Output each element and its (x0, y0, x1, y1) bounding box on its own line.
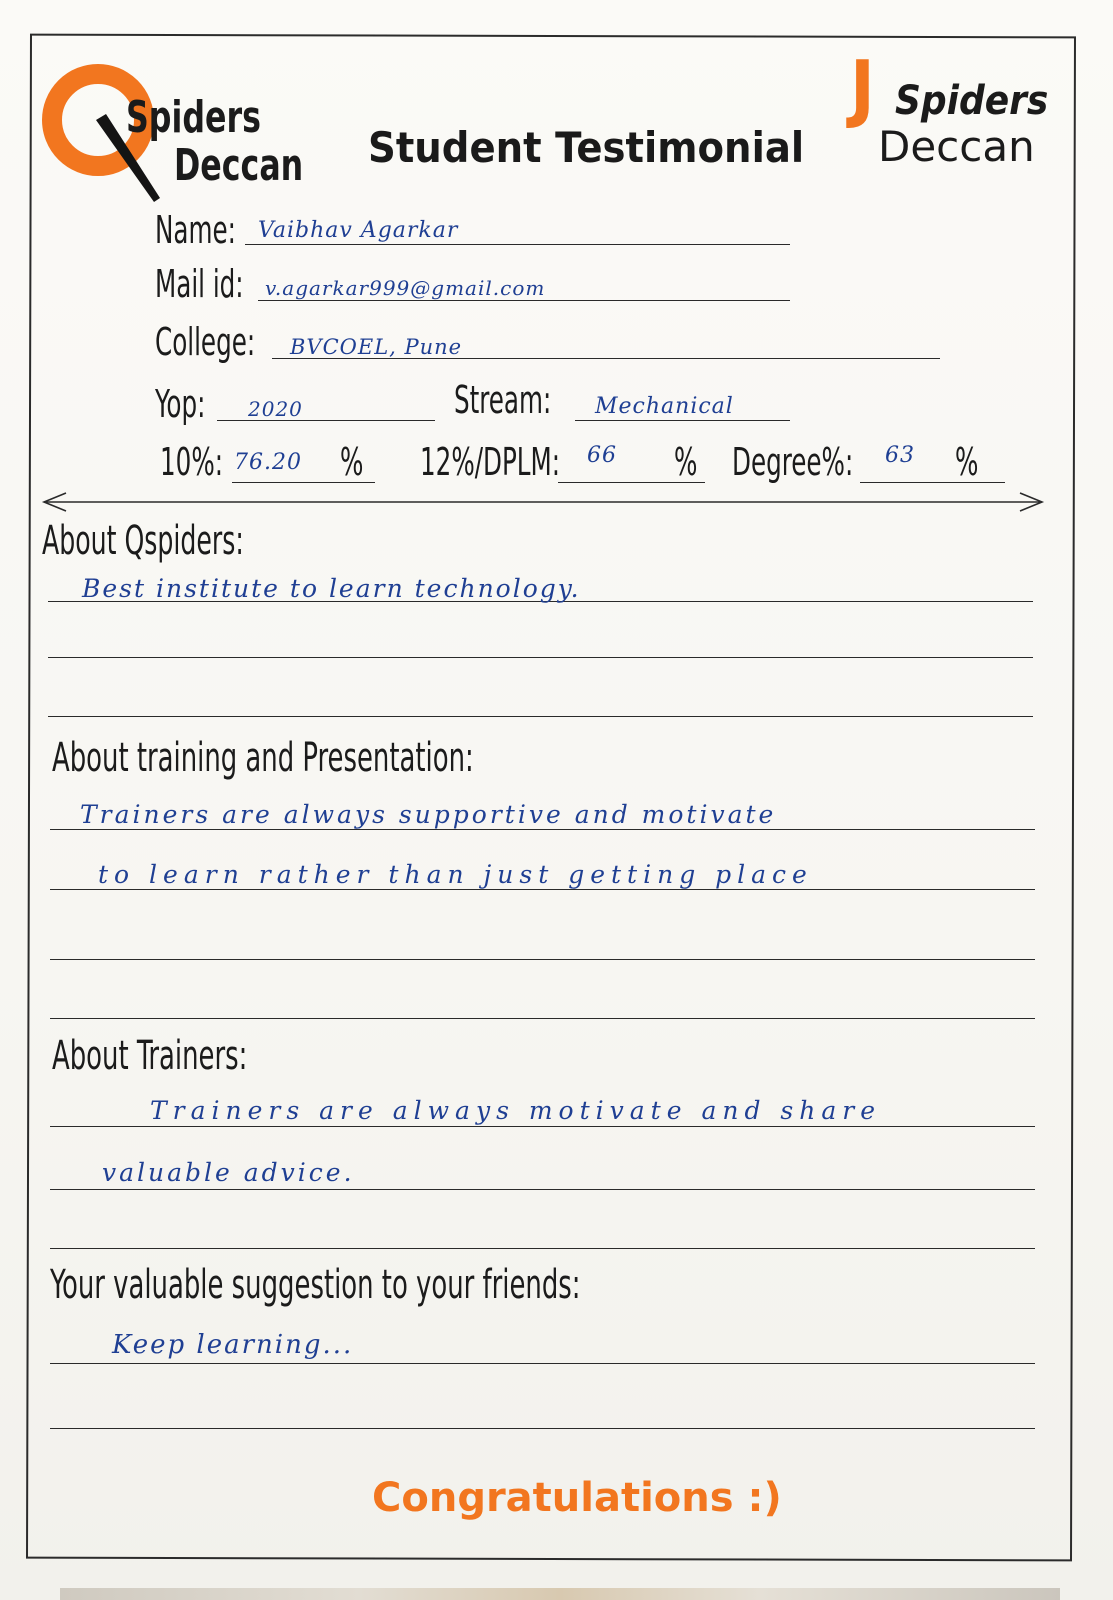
about-qspiders-heading: About Qspiders: (42, 518, 244, 564)
training-text-1: Trainers are always supportive and motivate (80, 800, 777, 829)
trainers-text-1: Trainers are always motivate and share (150, 1096, 882, 1125)
jspiders-logo-mark: J (850, 45, 875, 131)
congratulations-text: Congratulations :) (372, 1475, 782, 1521)
stream-underline (575, 420, 790, 421)
yop-value: 2020 (248, 397, 303, 421)
degree-label: Degree%: (732, 440, 854, 484)
about-trainers-heading: About Trainers: (52, 1033, 248, 1079)
jspiders-logo-text-2: Deccan (878, 122, 1035, 171)
twelfth-value: 66 (587, 443, 617, 468)
double-arrow-divider-icon (38, 490, 1048, 514)
stream-label: Stream: (454, 378, 552, 422)
degree-percent-sign: % (955, 440, 979, 484)
tenth-label: 10%: (160, 440, 224, 484)
training-line-4 (50, 1018, 1035, 1019)
mail-underline (258, 300, 790, 301)
suggestion-line-1 (50, 1363, 1035, 1364)
mail-value: v.agarkar999@gmail.com (265, 276, 546, 300)
yop-label: Yop: (155, 382, 206, 426)
training-line-3 (50, 959, 1035, 960)
name-label: Name: (155, 208, 236, 252)
college-label: College: (155, 320, 256, 364)
tenth-value: 76.20 (234, 450, 302, 475)
stream-value: Mechanical (595, 394, 734, 419)
twelfth-label: 12%/DPLM: (420, 440, 561, 484)
degree-underline (860, 482, 1005, 483)
page-title: Student Testimonial (368, 123, 805, 172)
name-underline (245, 244, 790, 245)
training-line-2 (50, 889, 1035, 890)
college-value: BVCOEL, Pune (290, 335, 463, 359)
jspiders-logo-text-1: Spiders (895, 78, 1049, 124)
qspiders-line-3 (48, 716, 1033, 717)
suggestion-heading: Your valuable suggestion to your friends: (50, 1262, 581, 1308)
trainers-line-2 (50, 1189, 1035, 1190)
suggestion-text-1: Keep learning... (112, 1330, 354, 1360)
suggestion-line-2 (50, 1428, 1035, 1429)
degree-value: 63 (885, 443, 915, 468)
mail-label: Mail id: (155, 262, 244, 306)
qspiders-line-2 (48, 657, 1033, 658)
qspiders-logo-text-2: Deccan (174, 140, 304, 191)
trainers-line-1 (50, 1126, 1035, 1127)
trainers-text-2: valuable advice. (102, 1158, 355, 1187)
qspiders-text-1: Best institute to learn technology. (82, 574, 581, 603)
training-text-2: to learn rather than just getting place (98, 860, 813, 889)
twelfth-percent-sign: % (674, 440, 698, 484)
about-training-heading: About training and Presentation: (52, 735, 474, 781)
name-value: Vaibhav Agarkar (258, 218, 459, 243)
trainers-line-3 (50, 1248, 1035, 1249)
tenth-percent-sign: % (340, 440, 364, 484)
qspiders-logo-text-1: Spiders (126, 92, 261, 143)
bottom-edge-strip (60, 1588, 1060, 1600)
training-line-1 (50, 829, 1035, 830)
